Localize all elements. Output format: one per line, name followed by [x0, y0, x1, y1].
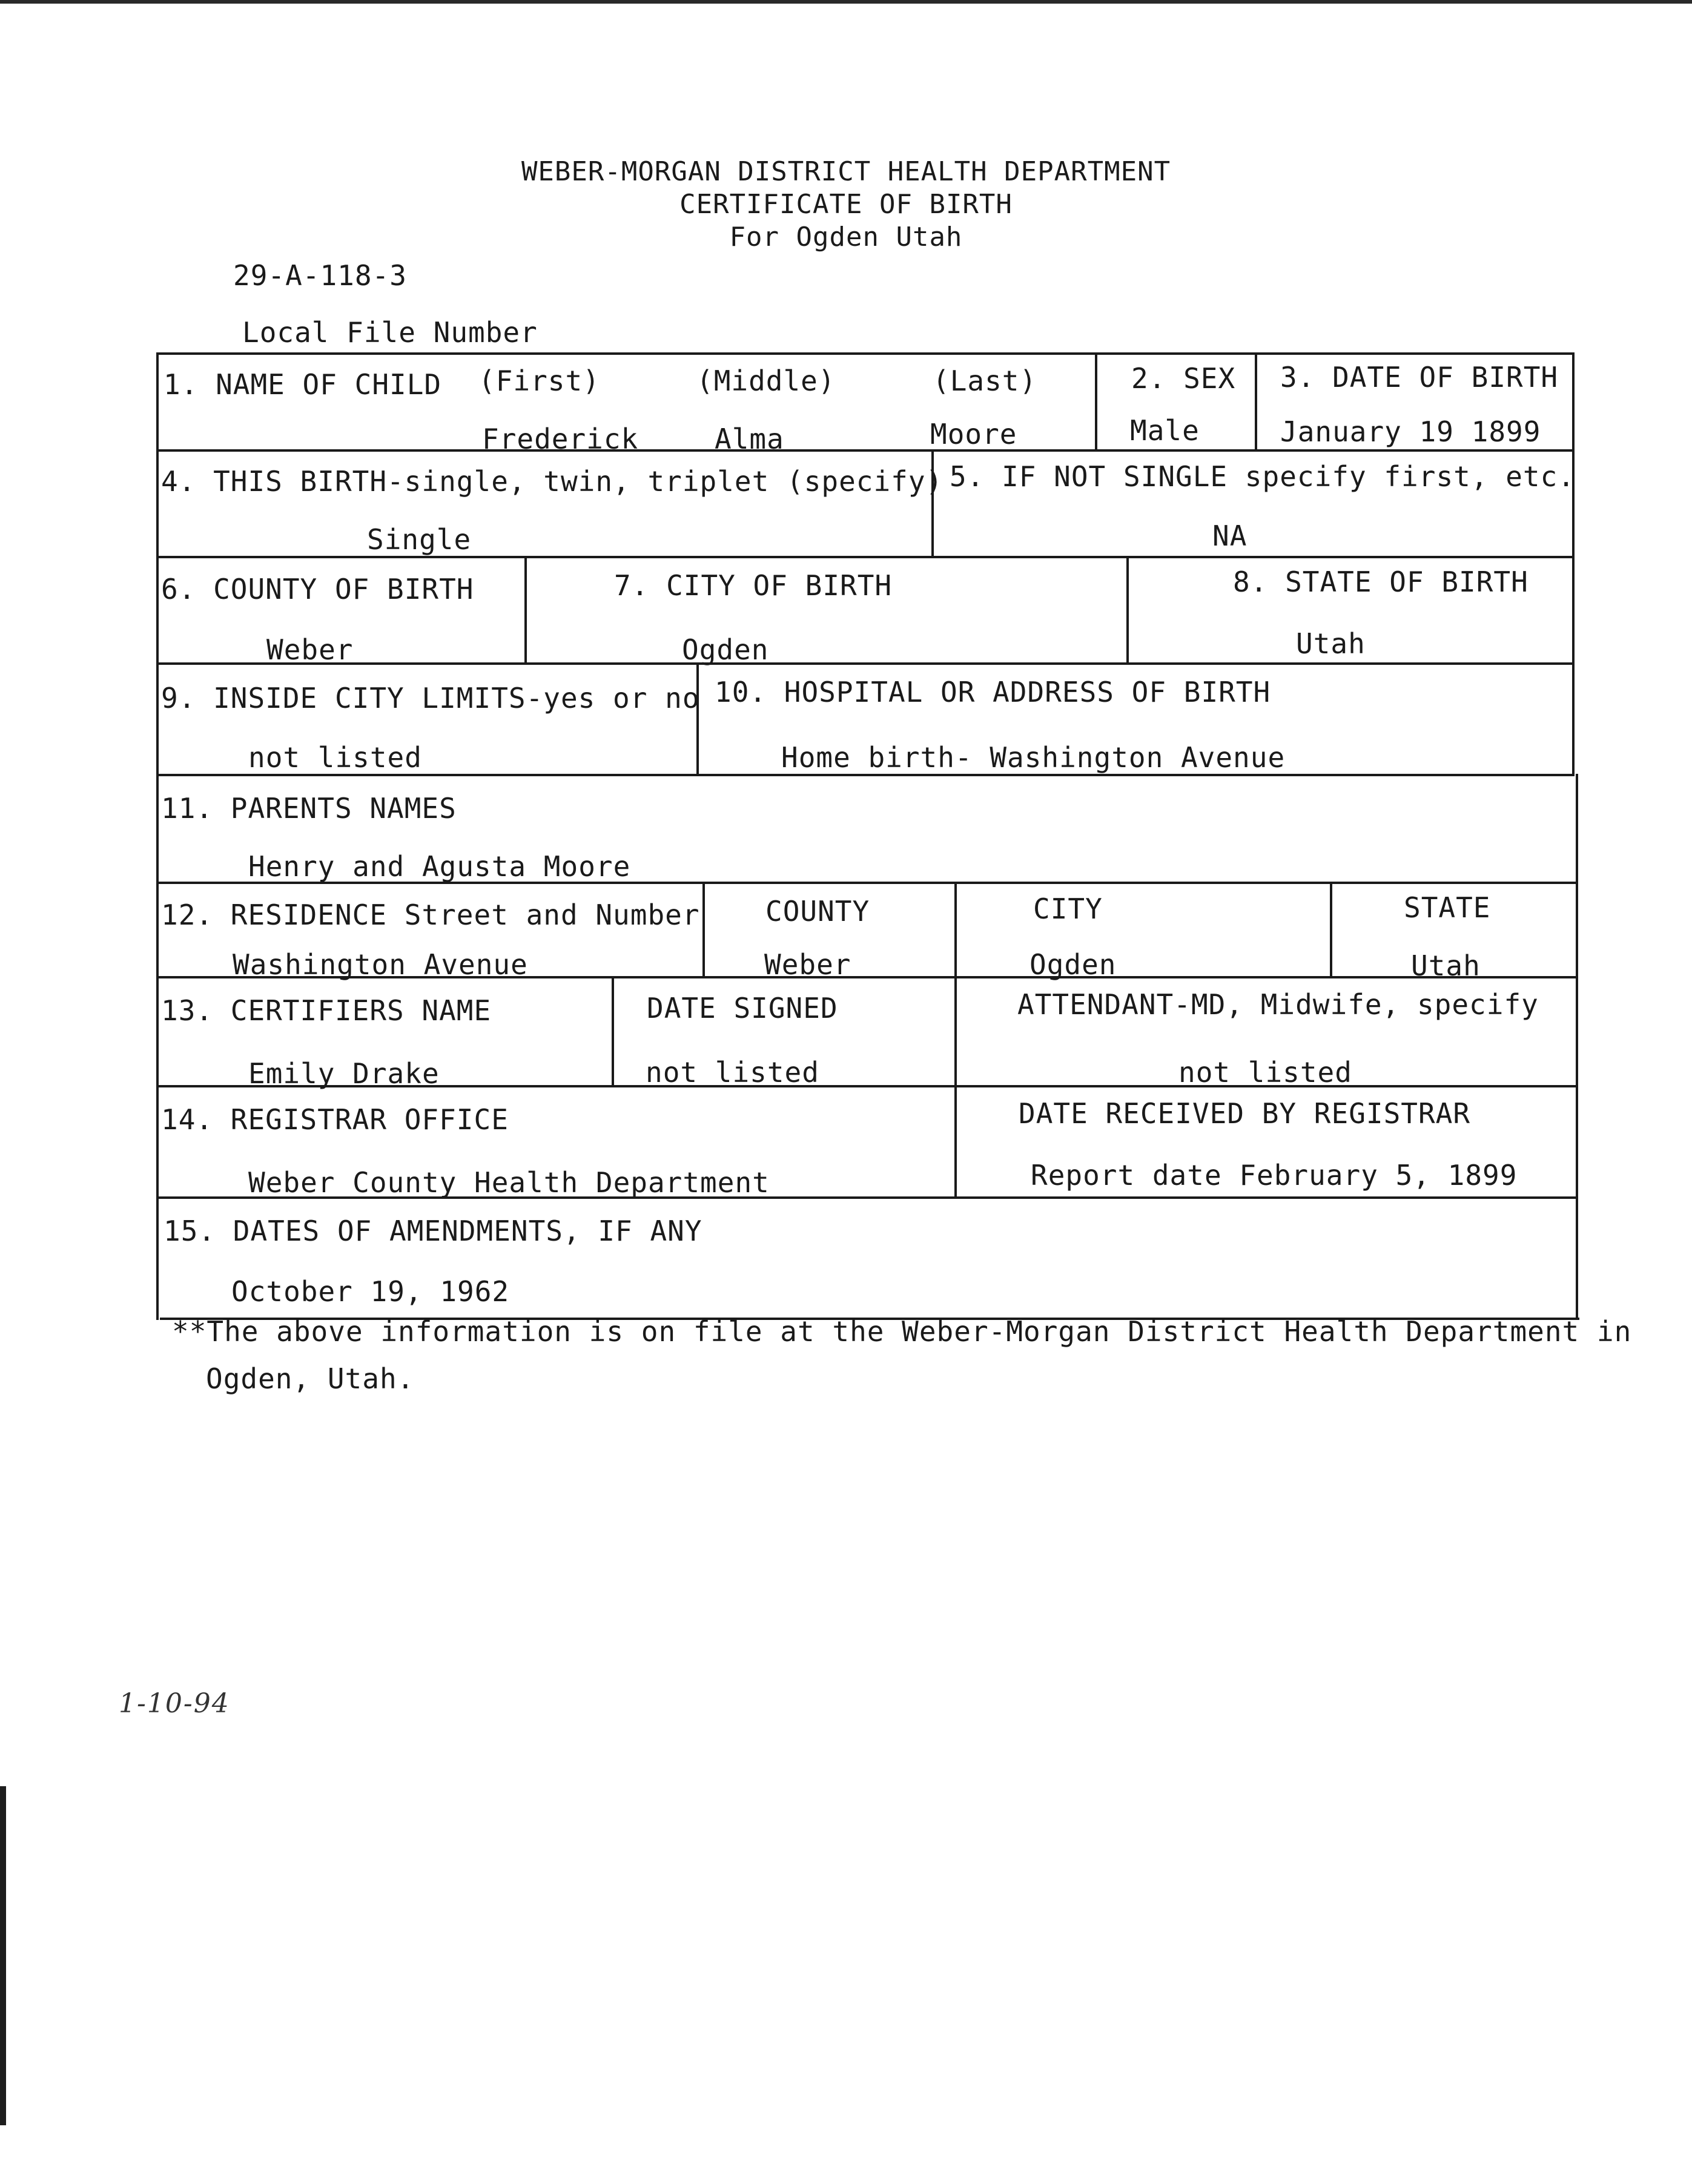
- city-of-birth-label: 7. CITY OF BIRTH: [614, 569, 893, 602]
- child-name-label: 1. NAME OF CHILD: [164, 368, 442, 401]
- footnote-line-1: **The above information is on file at the Weber-Morgan District Health Department in: [172, 1315, 1632, 1348]
- birth-order-label: 5. IF NOT SINGLE specify first, etc.: [950, 460, 1575, 493]
- file-number-label: Local File Number: [242, 316, 538, 349]
- birth-type-value: Single: [367, 523, 472, 556]
- state-of-birth-value: Utah: [1296, 627, 1366, 660]
- county-of-birth-label: 6. COUNTY OF BIRTH: [161, 573, 474, 605]
- residence-state-value: Utah: [1411, 949, 1481, 982]
- scan-edge-left: [0, 1786, 6, 2125]
- certificate-title: CERTIFICATE OF BIRTH: [679, 189, 1013, 220]
- residence-state-label: STATE: [1404, 891, 1491, 924]
- certificate-subtitle: For Ogden Utah: [729, 222, 963, 252]
- birth-type-label: 4. THIS BIRTH-single, twin, triplet (specify): [161, 465, 943, 498]
- attendant-value: not listed: [1178, 1056, 1352, 1089]
- amendments-value: October 19, 1962: [231, 1275, 510, 1308]
- birth-address-value: Home birth- Washington Avenue: [781, 741, 1286, 774]
- date-of-birth-label: 3. DATE OF BIRTH: [1280, 361, 1559, 394]
- scan-edge-top: [0, 0, 1692, 4]
- first-name-label: (First): [478, 365, 600, 397]
- attendant-label: ATTENDANT-MD, Midwife, specify: [1017, 988, 1539, 1021]
- residence-city-label: CITY: [1033, 892, 1103, 925]
- residence-county-label: COUNTY: [765, 895, 870, 928]
- middle-name-label: (Middle): [696, 365, 836, 397]
- registrar-office-value: Weber County Health Department: [248, 1166, 770, 1199]
- sex-value: Male: [1130, 414, 1200, 447]
- inside-city-limits-label: 9. INSIDE CITY LIMITS-yes or no: [161, 682, 700, 714]
- residence-city-value: Ogden: [1029, 948, 1117, 981]
- child-middle-name: Alma: [715, 423, 784, 455]
- county-of-birth-value: Weber: [266, 633, 354, 666]
- footnote-line-2: Ogden, Utah.: [206, 1362, 415, 1395]
- parents-names-value: Henry and Agusta Moore: [248, 850, 631, 883]
- child-first-name: Frederick: [482, 423, 639, 455]
- state-of-birth-label: 8. STATE OF BIRTH: [1233, 566, 1528, 598]
- amendments-label: 15. DATES OF AMENDMENTS, IF ANY: [164, 1215, 702, 1247]
- child-last-name: Moore: [930, 418, 1017, 450]
- last-name-label: (Last): [933, 365, 1037, 397]
- sex-label: 2. SEX: [1131, 362, 1236, 395]
- date-received-label: DATE RECEIVED BY REGISTRAR: [1019, 1097, 1471, 1130]
- city-of-birth-value: Ogden: [682, 633, 769, 666]
- residence-label: 12. RESIDENCE Street and Number: [161, 899, 700, 931]
- handwritten-date: 1-10-94: [119, 1688, 230, 1719]
- date-received-value: Report date February 5, 1899: [1031, 1159, 1518, 1192]
- birth-address-label: 10. HOSPITAL OR ADDRESS OF BIRTH: [715, 676, 1271, 708]
- parents-names-label: 11. PARENTS NAMES: [161, 792, 457, 825]
- residence-value: Washington Avenue: [233, 948, 528, 981]
- certifier-name-value: Emily Drake: [248, 1057, 440, 1090]
- inside-city-limits-value: not listed: [248, 741, 422, 774]
- file-number: 29-A-118-3: [233, 259, 407, 292]
- date-of-birth-value: January 19 1899: [1280, 415, 1541, 448]
- residence-county-value: Weber: [764, 948, 851, 981]
- agency-title: WEBER-MORGAN DISTRICT HEALTH DEPARTMENT: [521, 156, 1171, 187]
- birth-order-value: NA: [1212, 520, 1248, 552]
- certifier-name-label: 13. CERTIFIERS NAME: [161, 994, 492, 1027]
- date-signed-value: not listed: [646, 1056, 819, 1089]
- registrar-office-label: 14. REGISTRAR OFFICE: [161, 1103, 509, 1136]
- date-signed-label: DATE SIGNED: [647, 992, 838, 1024]
